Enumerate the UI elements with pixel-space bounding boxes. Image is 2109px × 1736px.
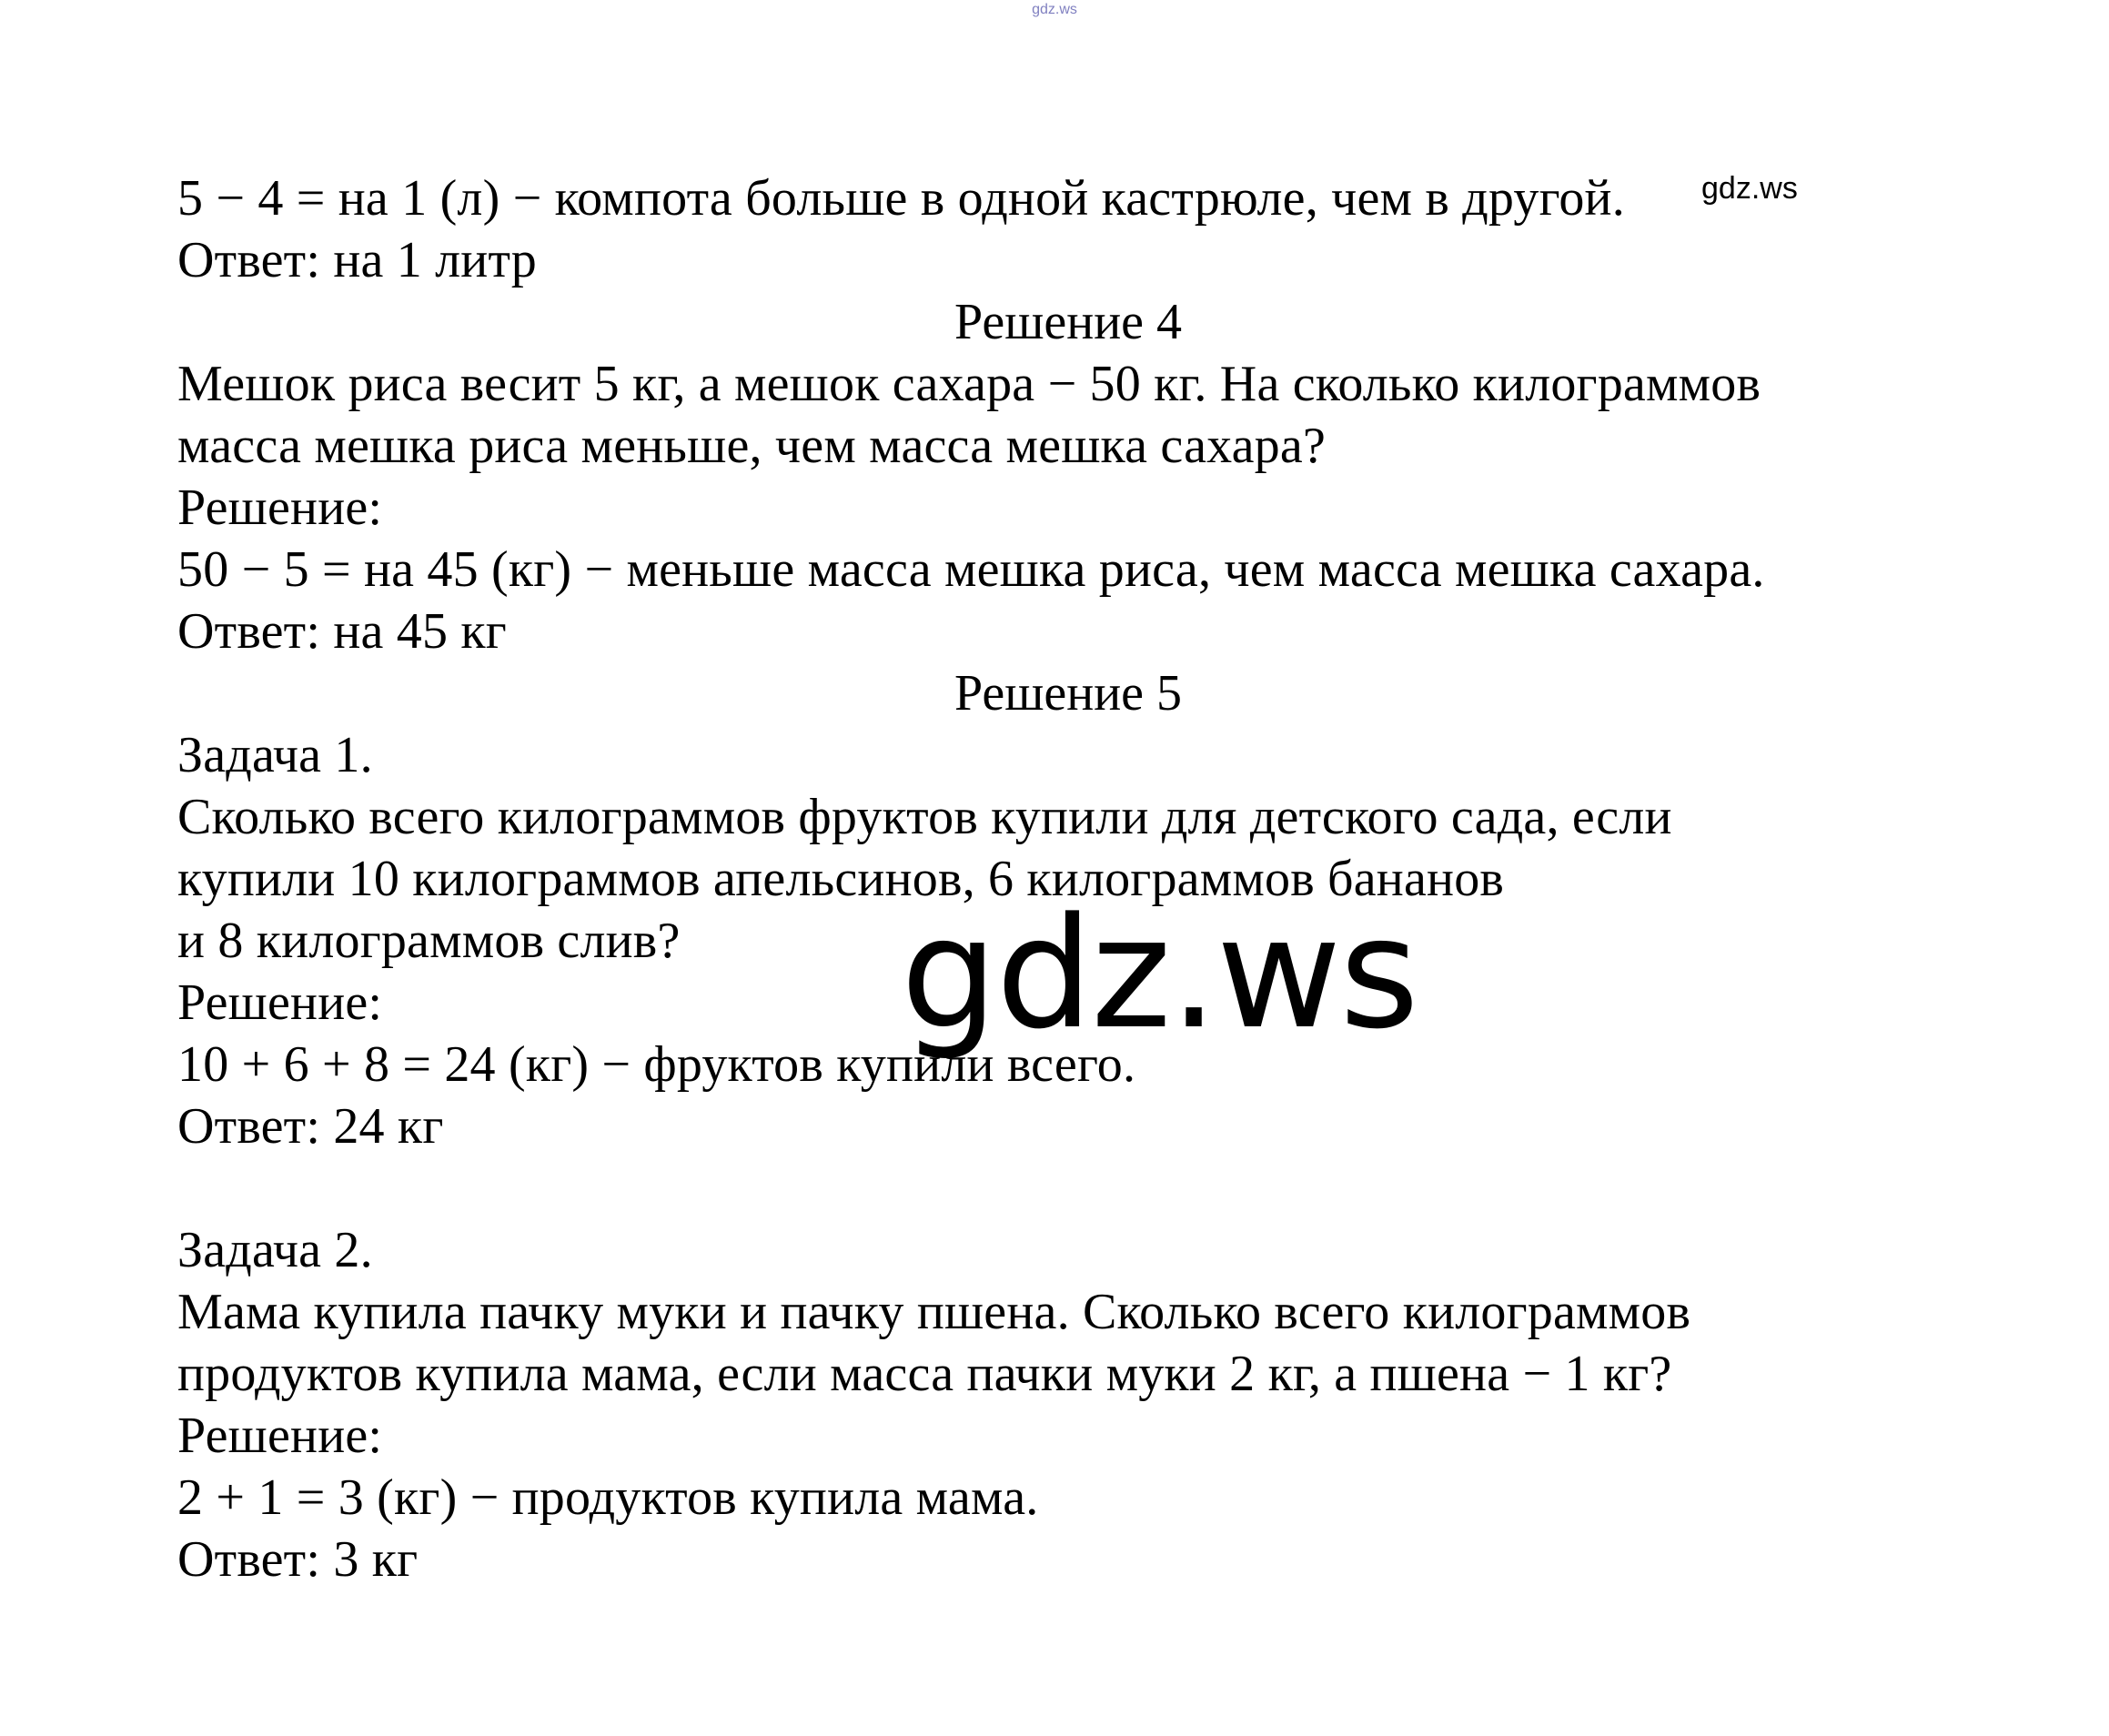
answer-line: Ответ: 3 кг: [177, 1531, 419, 1588]
text-line: 10 + 6 + 8 = 24 (кг) − фруктов купили всего.: [177, 1036, 1136, 1093]
solution-label: Решение:: [177, 479, 383, 536]
text-line: 5 − 4 = на 1 (л) − компота больше в одной кастрюле, чем в другой.: [177, 170, 1625, 227]
text-line: Мешок риса весит 5 кг, а мешок сахара − 50 кг. На сколько килограммов: [177, 356, 1761, 412]
section-heading: Решение 5: [954, 665, 1183, 722]
text-line: продуктов купила мама, если масса пачки муки 2 кг, а пшена − 1 кг?: [177, 1346, 1672, 1402]
text-line: и 8 килограммов слив?: [177, 913, 681, 969]
text-line: 2 + 1 = 3 (кг) − продуктов купила мама.: [177, 1469, 1039, 1526]
text-line: купили 10 килограммов апельсинов, 6 килограммов бананов: [177, 851, 1505, 907]
top-watermark: gdz.ws: [1032, 2, 1077, 17]
answer-line: Ответ: на 45 кг: [177, 603, 507, 660]
solution-label: Решение:: [177, 974, 383, 1031]
text-line: масса мешка риса меньше, чем масса мешка сахара?: [177, 418, 1326, 474]
section-heading: Решение 4: [954, 294, 1183, 350]
task-heading: Задача 1.: [177, 727, 373, 783]
text-line: Мама купила пачку муки и пачку пшена. Сколько всего килограммов: [177, 1284, 1691, 1340]
large-watermark: gdz.ws: [901, 884, 1418, 1063]
solution-label: Решение:: [177, 1408, 383, 1464]
answer-line: Ответ: на 1 литр: [177, 232, 538, 288]
text-line: Сколько всего килограммов фруктов купили для детского сада, если: [177, 789, 1672, 845]
task-heading: Задача 2.: [177, 1222, 373, 1278]
inline-watermark: gdz.ws: [1701, 171, 1798, 206]
answer-line: Ответ: 24 кг: [177, 1098, 444, 1155]
text-line: 50 − 5 = на 45 (кг) − меньше масса мешка риса, чем масса мешка сахара.: [177, 541, 1765, 598]
